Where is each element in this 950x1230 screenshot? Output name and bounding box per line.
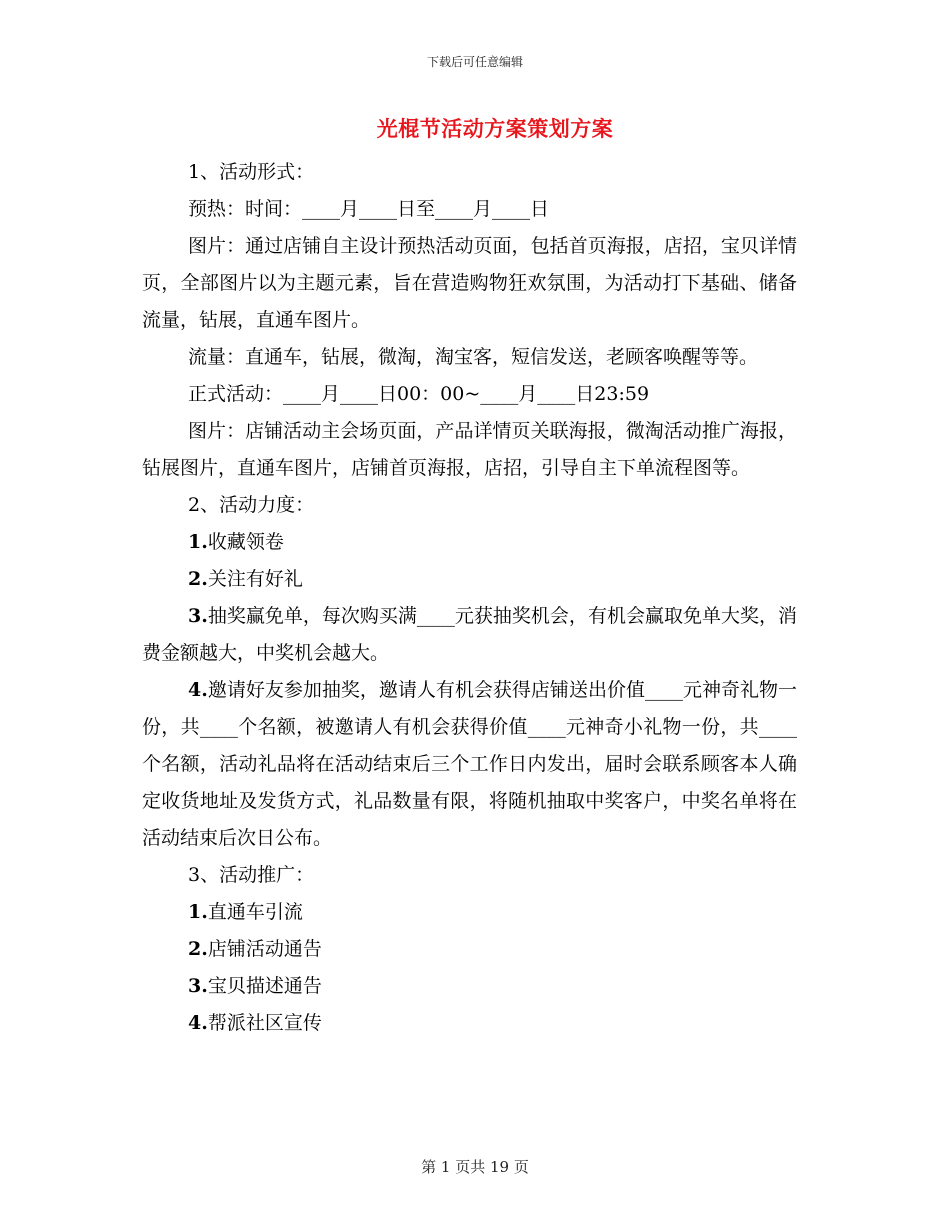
document-body (142, 154, 797, 1042)
paragraph: 图片：店铺活动主会场页面，产品详情页关联海报，微淘活动推广海报，钻展图片，直通车图片，店铺首页海报，店招，引导自主下单流程图等。 (142, 420, 797, 479)
paragraph: 1、活动形式： (188, 161, 315, 183)
paragraph: 正式活动：____月____日00：00~____月____日23:59 (188, 383, 650, 405)
paragraph: 3.抽奖赢免单，每次购买满____元获抽奖机会，有机会赢取免单大奖，消费金额越大，中奖机会越大。 (142, 605, 797, 664)
paragraph: 3、活动推广： (188, 864, 315, 886)
paragraph: 预热：时间：____月____日至____月____日 (188, 198, 550, 220)
document-title: 光棍节活动方案策划方案 (376, 116, 614, 141)
paragraph: 4.帮派社区宣传 (188, 1012, 322, 1034)
paragraph: 1.直通车引流 (188, 901, 303, 923)
header-note: 下载后可任意编辑 (426, 55, 523, 69)
paragraph: 2.关注有好礼 (188, 568, 303, 590)
paragraph: 流量：直通车，钻展，微淘，淘宝客，短信发送，老顾客唤醒等等。 (188, 346, 759, 368)
paragraph: 2.店铺活动通告 (188, 938, 322, 960)
page-footer: 第 1 页共 19 页 (421, 1158, 529, 1176)
paragraph: 4.邀请好友参加抽奖，邀请人有机会获得店铺送出价值____元神奇礼物一份，共____个名额，被邀请人有机会获得价值____元神奇小礼物一份，共____个名额，活动礼品将在活动结束后三个工作日内发出，届时会联系顾客本人确定收货地址及发货方式，礼品数量有限，将随机抽取中奖客户，中奖名单将在活动结束后次日公布。 (142, 679, 797, 849)
paragraph: 3.宝贝描述通告 (188, 975, 322, 997)
paragraph: 图片：通过店铺自主设计预热活动页面，包括首页海报，店招，宝贝详情页，全部图片以为主题元素，旨在营造购物狂欢氛围，为活动打下基础、储备流量，钻展，直通车图片。 (142, 235, 797, 331)
paragraph: 1.收藏领卷 (188, 531, 284, 553)
paragraph: 2、活动力度： (188, 494, 315, 516)
